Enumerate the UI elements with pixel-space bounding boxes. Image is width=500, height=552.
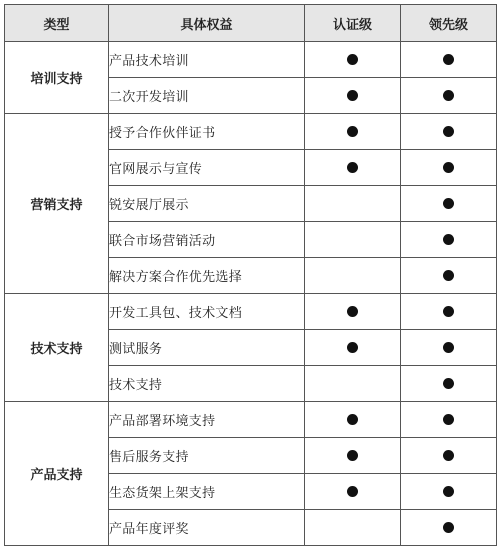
filled-circle-icon xyxy=(347,54,358,65)
leading-cell xyxy=(401,438,497,474)
benefit-label: 授予合作伙伴证书 xyxy=(109,114,305,150)
benefit-label: 官网展示与宣传 xyxy=(109,150,305,186)
filled-circle-icon xyxy=(347,90,358,101)
certified-cell xyxy=(305,294,401,330)
category-label: 技术支持 xyxy=(5,294,109,402)
table-body xyxy=(5,42,497,546)
filled-circle-icon xyxy=(443,126,454,137)
benefit-label: 解决方案合作优先选择 xyxy=(109,258,305,294)
filled-circle-icon xyxy=(443,342,454,353)
table-row xyxy=(5,294,497,330)
benefit-label: 技术支持 xyxy=(109,366,305,402)
benefit-label: 开发工具包、技术文档 xyxy=(109,294,305,330)
header-leading: 领先级 xyxy=(401,5,497,42)
certified-cell xyxy=(305,330,401,366)
certified-cell xyxy=(305,150,401,186)
certified-cell xyxy=(305,474,401,510)
filled-circle-icon xyxy=(443,90,454,101)
category-label: 培训支持 xyxy=(5,42,109,114)
filled-circle-icon xyxy=(443,234,454,245)
benefit-label: 生态货架上架支持 xyxy=(109,474,305,510)
category-label: 营销支持 xyxy=(5,114,109,294)
certified-cell xyxy=(305,402,401,438)
filled-circle-icon xyxy=(443,450,454,461)
certified-cell xyxy=(305,222,401,258)
category-label: 产品支持 xyxy=(5,402,109,546)
leading-cell xyxy=(401,330,497,366)
certified-cell xyxy=(305,258,401,294)
leading-cell xyxy=(401,402,497,438)
leading-cell xyxy=(401,150,497,186)
benefit-label: 售后服务支持 xyxy=(109,438,305,474)
certified-cell xyxy=(305,366,401,402)
certified-cell xyxy=(305,78,401,114)
leading-cell xyxy=(401,474,497,510)
benefit-label: 产品技术培训 xyxy=(109,42,305,78)
filled-circle-icon xyxy=(347,162,358,173)
header-item: 具体权益 xyxy=(109,5,305,42)
filled-circle-icon xyxy=(443,522,454,533)
partner-benefits-table xyxy=(4,4,497,546)
filled-circle-icon xyxy=(443,270,454,281)
leading-cell xyxy=(401,222,497,258)
filled-circle-icon xyxy=(443,486,454,497)
benefit-label: 测试服务 xyxy=(109,330,305,366)
certified-cell xyxy=(305,114,401,150)
certified-cell xyxy=(305,186,401,222)
certified-cell xyxy=(305,438,401,474)
benefit-label: 联合市场营销活动 xyxy=(109,222,305,258)
filled-circle-icon xyxy=(443,414,454,425)
filled-circle-icon xyxy=(347,306,358,317)
leading-cell xyxy=(401,258,497,294)
header-certified: 认证级 xyxy=(305,5,401,42)
leading-cell xyxy=(401,78,497,114)
benefit-label: 二次开发培训 xyxy=(109,78,305,114)
table-row xyxy=(5,114,497,150)
filled-circle-icon xyxy=(443,378,454,389)
certified-cell xyxy=(305,510,401,546)
filled-circle-icon xyxy=(443,162,454,173)
benefit-label: 产品部署环境支持 xyxy=(109,402,305,438)
filled-circle-icon xyxy=(347,342,358,353)
certified-cell xyxy=(305,42,401,78)
leading-cell xyxy=(401,294,497,330)
filled-circle-icon xyxy=(347,414,358,425)
filled-circle-icon xyxy=(347,450,358,461)
leading-cell xyxy=(401,186,497,222)
benefit-label: 产品年度评奖 xyxy=(109,510,305,546)
leading-cell xyxy=(401,366,497,402)
filled-circle-icon xyxy=(443,54,454,65)
benefit-label: 锐安展厅展示 xyxy=(109,186,305,222)
filled-circle-icon xyxy=(347,486,358,497)
filled-circle-icon xyxy=(443,198,454,209)
leading-cell xyxy=(401,42,497,78)
leading-cell xyxy=(401,114,497,150)
leading-cell xyxy=(401,510,497,546)
filled-circle-icon xyxy=(443,306,454,317)
header-row xyxy=(5,5,497,42)
table-row xyxy=(5,42,497,78)
filled-circle-icon xyxy=(347,126,358,137)
header-type: 类型 xyxy=(5,5,109,42)
table-row xyxy=(5,402,497,438)
